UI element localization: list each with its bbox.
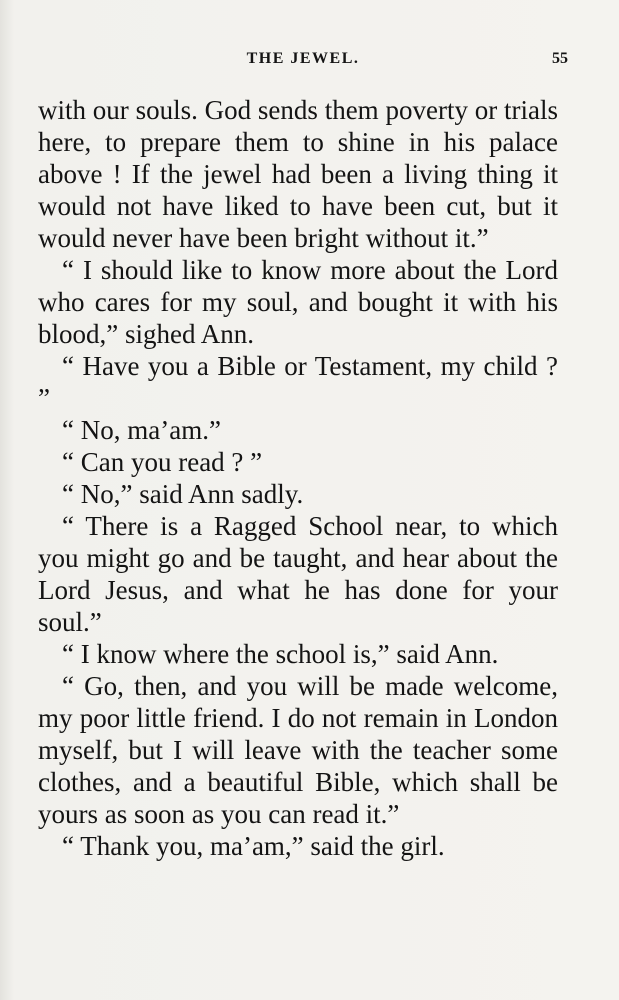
paragraph: “ I know where the school is,” said Ann. bbox=[62, 639, 499, 669]
paragraph: “ I should like to know more about the Lord who cares for my soul, and bought it with his blood,” sighed Ann. bbox=[38, 255, 558, 349]
paragraph: “ There is a Ragged School near, to which you might go and be taught, and hear about the Lord Jesus, and what he has done for your soul.” bbox=[38, 511, 558, 637]
body-text bbox=[38, 94, 558, 862]
paragraph: “ Go, then, and you will be made welcome, my poor little friend. I do not remain in London myself, but I will leave with the teacher some clothes, and a beautiful Bible, which shall be yours as soon as you can read it.” bbox=[38, 671, 558, 829]
running-title: THE JEWEL. bbox=[246, 50, 360, 67]
paragraph: “ No,” said Ann sadly. bbox=[62, 479, 304, 509]
page-header bbox=[38, 50, 568, 76]
paragraph: “ Have you a Bible or Testament, my child ? ” bbox=[38, 351, 558, 413]
paragraph: “ No, ma’am.” bbox=[62, 415, 221, 445]
paragraph-continuation: with our souls. God sends them poverty or trials here, to prepare them to shine in his palace above ! If the jewel had been a living thing it would not have liked to have been cut, but it would never have been bright without it.” bbox=[38, 95, 558, 253]
paragraph: “ Can you read ? ” bbox=[62, 447, 263, 477]
page-number: 55 bbox=[552, 50, 568, 67]
paragraph: “ Thank you, ma’am,” said the girl. bbox=[62, 831, 445, 861]
